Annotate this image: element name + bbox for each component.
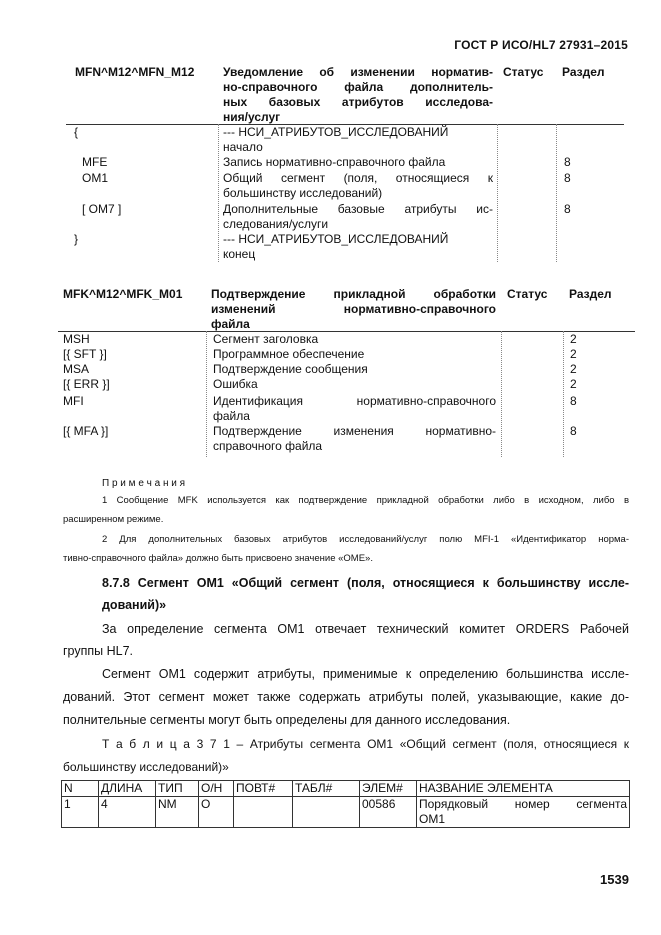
table-row-segment: MFI <box>63 394 84 408</box>
table-row-section: 8 <box>564 202 571 216</box>
table-row-segment: { <box>74 125 79 139</box>
table1-desc-header-line: ных базовых атрибутов исследова- <box>223 95 493 109</box>
table-row-description: большинству исследований) <box>223 186 383 200</box>
table2-desc-header-line: изменений нормативно-справочного <box>211 302 496 316</box>
table-row-section: 8 <box>570 394 577 408</box>
notes-title: П р и м е ч а н и я <box>102 478 186 489</box>
column-header: ДЛИНА <box>99 781 156 797</box>
cell-table <box>293 797 360 828</box>
table2-status-header: Статус <box>507 287 548 301</box>
table1-column-divider <box>497 124 498 262</box>
table2-message-header: MFK^M12^MFK_M01 <box>63 287 183 301</box>
table1-message-header: MFN^M12^MFN_M12 <box>75 65 195 79</box>
table-header-row <box>62 781 630 797</box>
table-row-description: следования/услуги <box>223 217 329 231</box>
cell-type: NM <box>156 797 199 828</box>
element-name-line: OM1 <box>419 812 446 826</box>
table1-desc-header-line: но-справочного файла дополнитель- <box>223 80 493 94</box>
table-row-section: 2 <box>570 347 577 361</box>
paragraph-text: Сегмент OM1 содержит атрибуты, применимые к определению большинства иссле- <box>102 667 629 681</box>
table-row-section: 2 <box>570 332 577 346</box>
table-row-segment: MSH <box>63 332 90 346</box>
table-row-section: 2 <box>570 377 577 391</box>
column-header: ПОВТ# <box>234 781 293 797</box>
table-row-section: 8 <box>564 171 571 185</box>
table-row-segment: [{ SFT }] <box>63 347 107 361</box>
table1-column-divider <box>556 124 557 262</box>
cell-element: 00586 <box>360 797 417 828</box>
table-row-segment: } <box>74 232 79 246</box>
table2-column-divider <box>206 331 207 457</box>
column-header: ТИП <box>156 781 199 797</box>
table-row-description: Сегмент заголовка <box>213 332 319 346</box>
table-row-description: --- НСИ_АТРИБУТОВ_ИССЛЕДОВАНИЙ <box>223 232 449 246</box>
column-header: ТАБЛ# <box>293 781 360 797</box>
table-row-description: Программное обеспечение <box>213 347 365 361</box>
table1-status-header: Статус <box>503 65 544 79</box>
table-row-description: файла <box>213 409 250 423</box>
column-header: ЭЛЕМ# <box>360 781 417 797</box>
table2-desc-header-line: Подтверждение прикладной обработки <box>211 287 496 301</box>
paragraph-text: дований. Этот сегмент может также содержать атрибуты полей, указывающие, какие до- <box>63 690 629 704</box>
column-header: НАЗВАНИЕ ЭЛЕМЕНТА <box>417 781 630 797</box>
table2-desc-header-line: файла <box>211 317 250 331</box>
table2-column-divider <box>501 331 502 457</box>
paragraph-text: группы HL7. <box>63 644 134 658</box>
cell-length: 4 <box>99 797 156 828</box>
table-row-description: Дополнительные базовые атрибуты ис- <box>223 202 493 216</box>
table-row-segment: MSA <box>63 362 90 376</box>
table-row-segment: MFE <box>82 155 108 169</box>
cell-element-name <box>417 797 630 828</box>
column-header: N <box>62 781 99 797</box>
note-text: 2 Для дополнительных базовых атрибутов исследований/услуг полю MFI-1 «Идентификатор норма- <box>102 534 629 545</box>
element-name-line: Порядковый номер сегмента <box>419 797 627 811</box>
table-row-description: конец <box>223 247 256 261</box>
table-row-segment: [ OM7 ] <box>82 202 122 216</box>
document-header: ГОСТ Р ИСО/HL7 27931–2015 <box>454 38 628 52</box>
table1-section-header: Раздел <box>562 65 605 79</box>
table-row-description: Общий сегмент (поля, относящиеся к <box>223 171 493 185</box>
table-row-description: начало <box>223 140 263 154</box>
table-row-description: Подтверждение изменения нормативно- <box>213 424 496 438</box>
table-caption: большинству исследований)» <box>63 760 229 774</box>
table-row-description: справочного файла <box>213 439 323 453</box>
table2-section-header: Раздел <box>569 287 612 301</box>
note-text: 1 Сообщение MFK используется как подтверждение прикладной обработки либо в исходном, либо в <box>102 495 629 506</box>
table-row-description: Идентификация нормативно-справочного <box>213 394 496 408</box>
table-row-section: 8 <box>570 424 577 438</box>
om1-attributes-table <box>61 780 630 828</box>
section-heading: 8.7.8 Сегмент OM1 «Общий сегмент (поля, относящиеся к большинству иссле- <box>102 576 629 590</box>
table-row-description: Запись нормативно-справочного файла <box>223 155 446 169</box>
table1-column-divider <box>218 124 219 262</box>
table-caption: Т а б л и ц а 3 7 1 – Атрибуты сегмента OM1 «Общий сегмент (поля, относящиеся к <box>102 737 629 751</box>
page-number: 1539 <box>600 872 629 887</box>
table-row-section: 2 <box>570 362 577 376</box>
column-header: О/Н <box>199 781 234 797</box>
table-row-segment: [{ ERR }] <box>63 377 110 391</box>
table2-column-divider <box>563 331 564 457</box>
cell-n: 1 <box>62 797 99 828</box>
note-text: тивно-справочного файла» должно быть присвоено значение «OME». <box>63 553 373 564</box>
paragraph-text: За определение сегмента OM1 отвечает технический комитет ORDERS Рабочей <box>102 622 629 636</box>
table-row-section: 8 <box>564 155 571 169</box>
table-row-description: Подтверждение сообщения <box>213 362 368 376</box>
table-row-description: --- НСИ_АТРИБУТОВ_ИССЛЕДОВАНИЙ <box>223 125 449 139</box>
table-row <box>62 797 630 828</box>
table1-desc-header-line: Уведомление об изменении норматив- <box>223 65 493 79</box>
paragraph-text: полнительные сегменты могут быть определены для данного исследования. <box>63 713 511 727</box>
table-row-segment: [{ MFA }] <box>63 424 109 438</box>
table-row-description: Ошибка <box>213 377 258 391</box>
table1-desc-header-line: ния/услуг <box>223 110 281 124</box>
note-text: расширенном режиме. <box>63 514 164 525</box>
table-row-segment: OM1 <box>82 171 109 185</box>
table2-header-rule <box>58 331 635 332</box>
section-heading: дований)» <box>102 598 167 612</box>
cell-optionality: O <box>199 797 234 828</box>
cell-repeat <box>234 797 293 828</box>
